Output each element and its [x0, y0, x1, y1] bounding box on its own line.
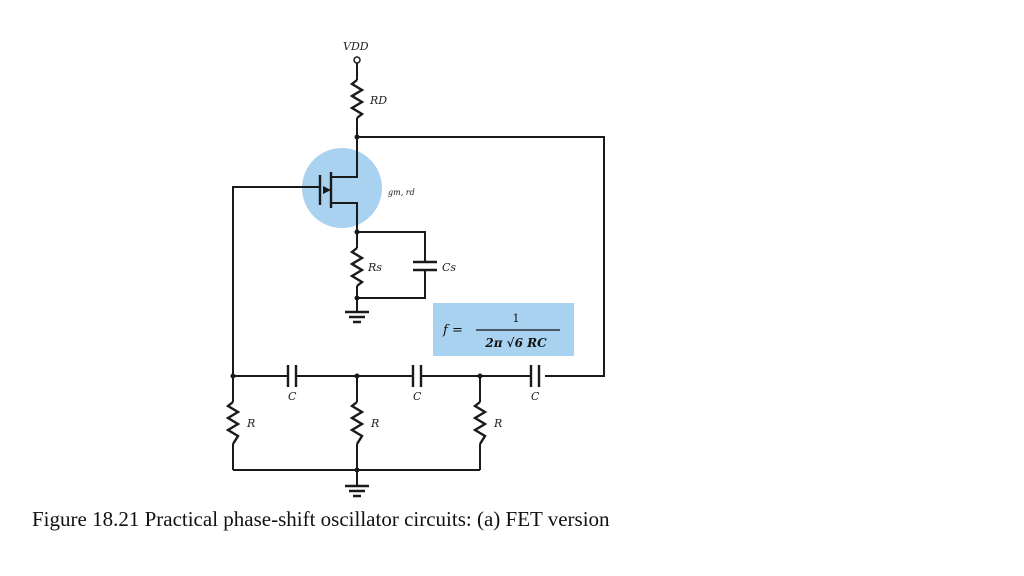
rd-label: RD [370, 94, 388, 107]
capacitor-2 [413, 365, 421, 387]
formula-numerator: 1 [512, 312, 520, 325]
resistor-2-label: R [371, 417, 380, 430]
rs-label: Rs [368, 261, 382, 274]
resistor-1 [228, 402, 238, 444]
vdd-label: VDD [343, 40, 369, 53]
capacitor-3 [531, 365, 539, 387]
bottom-ground-icon [345, 486, 369, 496]
resistor-2 [352, 402, 362, 444]
source-ground-icon [345, 312, 369, 322]
capacitor-1-label: C [288, 390, 297, 403]
capacitor-3-label: C [531, 390, 540, 403]
cs-label: Cs [442, 261, 457, 274]
bottom-node [355, 468, 360, 473]
formula-lhs: f = [443, 323, 463, 338]
rs-resistor [352, 248, 362, 286]
rd-resistor [352, 80, 362, 118]
capacitor-2-label: C [413, 390, 422, 403]
resistor-1-label: R [247, 417, 256, 430]
vdd-terminal [354, 57, 360, 63]
resistor-3 [475, 402, 485, 444]
formula-denominator: 2π √6 RC [485, 336, 547, 350]
cs-capacitor [413, 262, 437, 270]
gm-rd-label: gm, rd [388, 188, 415, 197]
resistor-3-label: R [494, 417, 503, 430]
figure-caption: Figure 18.21 Practical phase-shift oscillator circuits: (a) FET version [32, 507, 610, 531]
gate-wire [233, 187, 320, 376]
capacitor-1 [288, 365, 296, 387]
